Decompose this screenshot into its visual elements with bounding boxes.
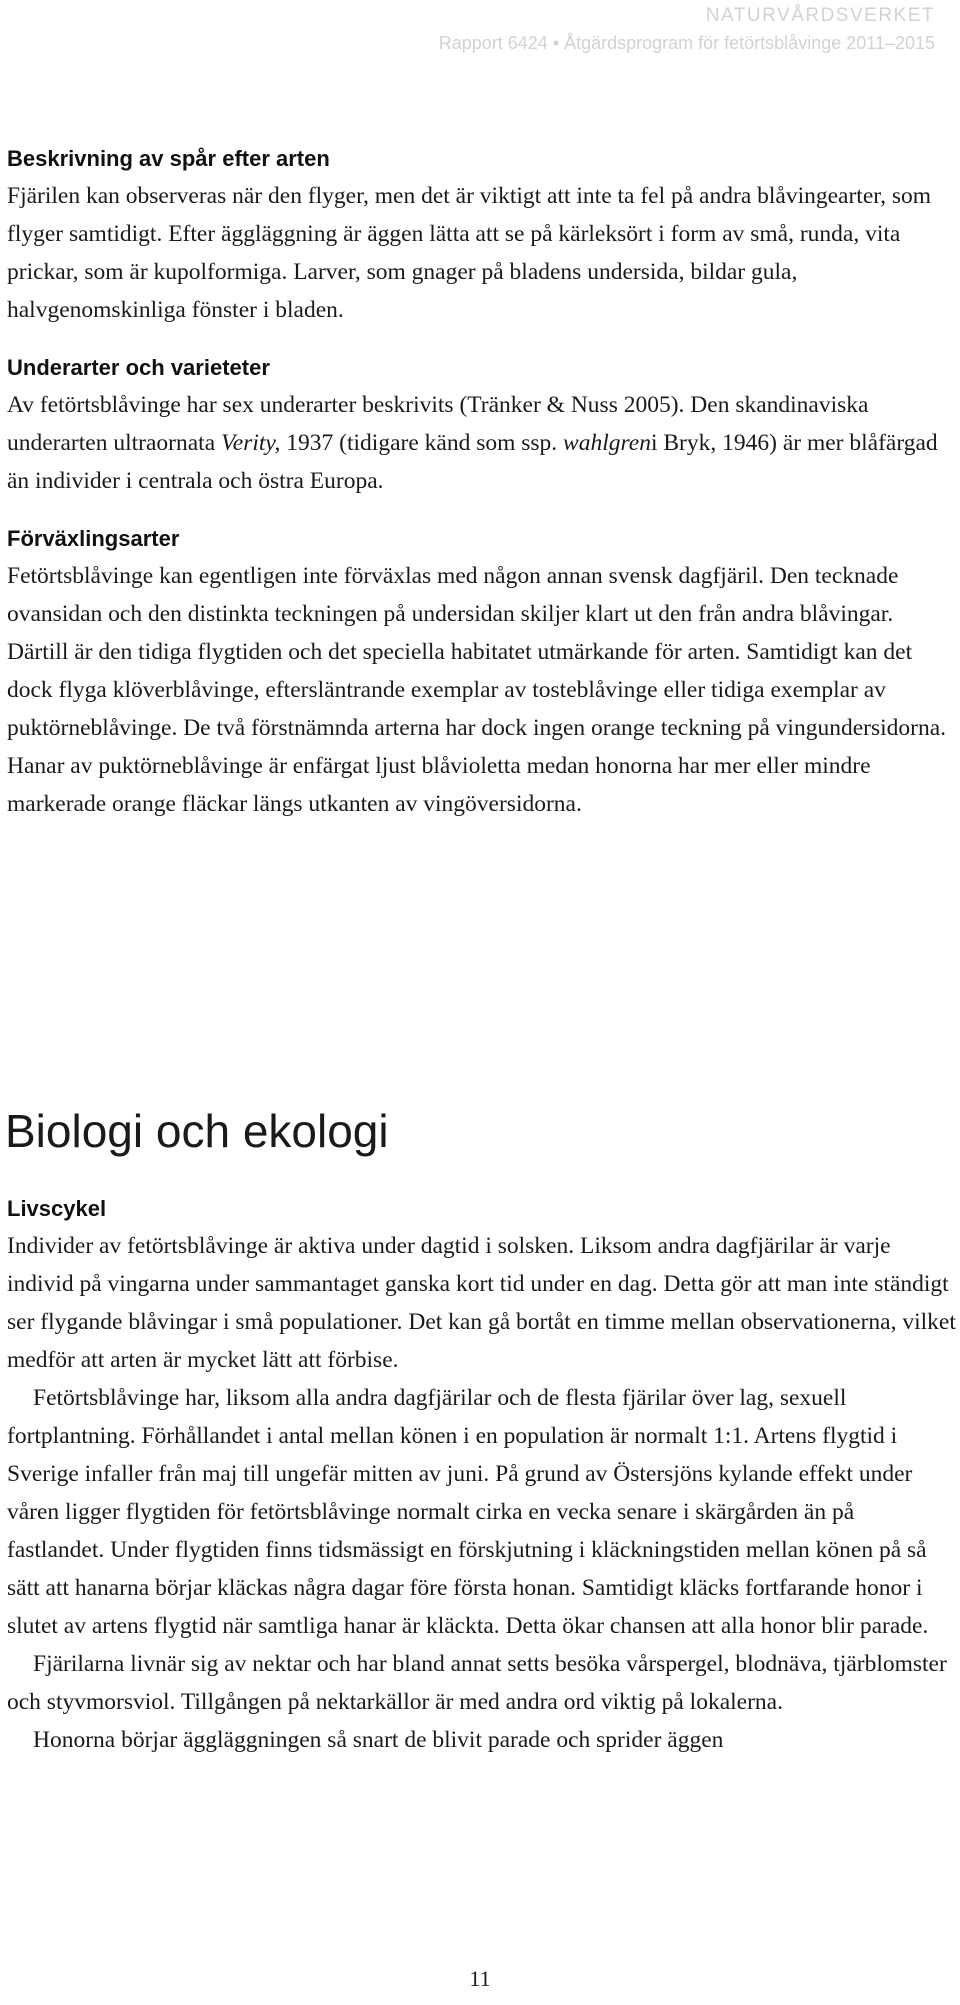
text-run: Av fetörtsblåvinge har sex underarter beskrivits (Tränker & Nuss 2005). Den skandinaviska underarten ultraornata (7, 392, 869, 456)
page-number: 11 (469, 1966, 491, 1991)
section-paragraph: Fetörtsblåvinge kan egentligen inte förväxlas med någon annan svensk dagfjäril. Den tecknade ovansidan och den distinkta teckningen på undersidan skiljer klart ut den från andra blåvingar. Därtill är den tidiga flygtiden och det speciella habitatet utmärkande för arten. Samtidigt kan det dock flyga klöverblåvinge, eftersläntrande exemplar av tosteblåvinge eller tidiga exemplar av puktörneblåvinge. De två förstnämnda arterna har dock ingen orange teckning på vingundersidorna. Hanar av puktörneblåvinge är enfärgat ljust blåvioletta medan honorna har mer eller mindre markerade orange fläckar längs utkanten av vingöversidorna. (7, 563, 947, 817)
text-run: 1937 (tidigare känd som ssp. (280, 430, 564, 456)
section-paragraph: Fjärilen kan observeras när den flyger, men det är viktigt att inte ta fel på andra blåvingearter, som flyger samtidigt. Efter äggläggning är äggen lätta att se på kärleksört i form av små, runda, vita prickar, som är kupolformiga. Larver, som gnager på bladens undersida, bildar gula, halvgenomskinliga fönster i bladen. (7, 183, 932, 323)
italic-text: wahlgren (563, 430, 651, 456)
organization-name: NATURVÅRDSVERKET (705, 5, 935, 26)
section-paragraph (7, 386, 957, 500)
chapter-title: Biologi och ekologi (5, 1105, 389, 1157)
chapter-paragraph: Individer av fetörtsblåvinge är aktiva under dagtid i solsken. Liksom andra dagfjärilar är varje individ på vingarna under sammantaget ganska kort tid under en dag. Detta gör att man inte ständigt ser flygande blåvingar i små populationer. Det kan gå bortåt en timme mellan observationerna, vilket medför att arten är mycket lätt att förbise. (7, 1233, 956, 1373)
chapter-content (7, 1196, 957, 1759)
section-heading: Underarter och varieteter (7, 355, 270, 380)
section-heading: Beskrivning av spår efter arten (7, 146, 330, 171)
text-run: i Bryk, 1946) är mer blåfärgad än individer i centrala och östra Europa. (7, 430, 938, 494)
section-confusion-species (7, 526, 957, 823)
page-header (439, 4, 935, 56)
section-heading: Förväxlingsarter (7, 526, 180, 551)
main-content (7, 146, 957, 849)
section-description (7, 146, 957, 329)
chapter-paragraph: Fetörtsblåvinge har, liksom alla andra dagfjärilar och de flesta fjärilar över lag, sexuell fortplantning. Förhållandet i antal mellan könen i en population är normalt 1:1. Artens flygtid i Sverige infaller från maj till ungefär mitten av juni. På grund av Östersjöns kylande effekt under våren ligger flygtiden för fetörtsblåvinge normalt cirka en vecka senare i skärgården än på fastlandet. Under flygtiden finns tidsmässigt en förskjutning i kläckningstiden mellan könen på så sätt att hanarna börjar kläckas några dagar före första honan. Samtidigt kläcks fortfarande honor i slutet av artens flygtid när samtliga hanar är kläckta. Detta ökar chansen att alla honor blir parade. (7, 1385, 929, 1639)
chapter-subheading: Livscykel (7, 1196, 107, 1221)
section-subspecies (7, 355, 957, 500)
italic-text: Verity, (221, 430, 281, 456)
report-title: Rapport 6424 • Åtgärdsprogram för fetörtsblåvinge 2011–2015 (438, 33, 935, 53)
chapter-paragraph: Fjärilarna livnär sig av nektar och har bland annat setts besöka vårspergel, blodnäva, tjärblomster och styvmorsviol. Tillgången på nektarkällor är med andra ord viktig på lokalerna. (7, 1651, 947, 1715)
chapter-paragraph: Honorna börjar äggläggningen så snart de blivit parade och sprider äggen (33, 1727, 724, 1753)
